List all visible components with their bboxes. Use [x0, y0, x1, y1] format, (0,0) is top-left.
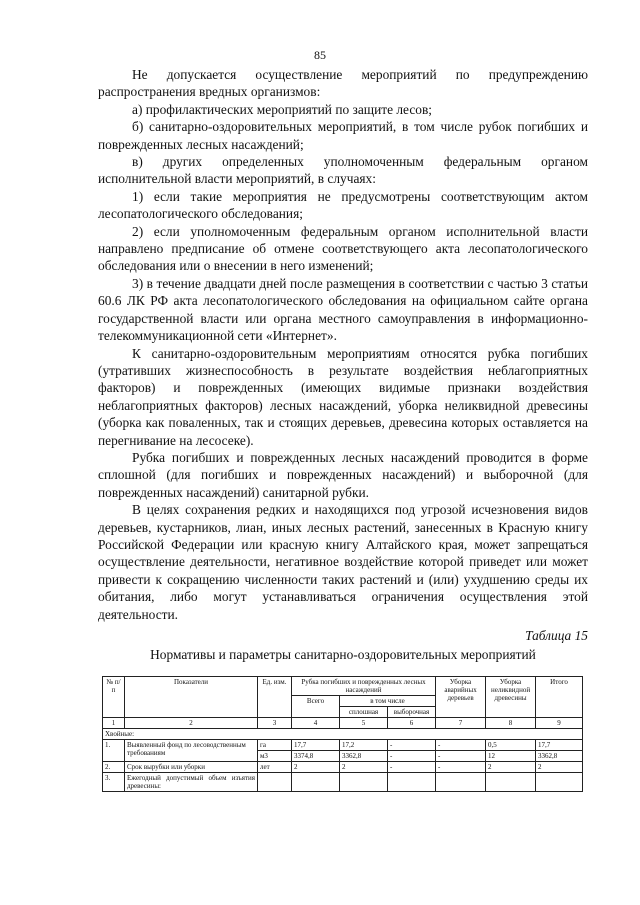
col-number: 5	[340, 718, 388, 729]
paragraph: Не допускается осуществление мероприятий по предупреждению распространения вредных организмов:	[98, 67, 588, 100]
header-illiquid: Уборка неликвидной древесины	[486, 677, 536, 718]
row-unit: лет	[258, 762, 292, 773]
col-number: 6	[388, 718, 436, 729]
paragraph: б) санитарно-оздоровительных мероприятий, в том числе рубок погибших и поврежденных лесных насаждений;	[98, 119, 588, 152]
header-num: № п/п	[103, 677, 125, 718]
cell-illiquid: 0,5	[486, 740, 536, 751]
cell-total: 2	[536, 762, 583, 773]
row-indicator: Ежегодный допустимый объем изъятия древесины:	[125, 773, 258, 792]
header-incl: в том числе	[340, 696, 436, 707]
paragraph: Рубка погибших и поврежденных лесных насаждений проводится в форме сплошной (для погибших и поврежденных насаждений) и выборочной (для поврежденных насаждений) санитарной рубки.	[98, 449, 588, 500]
table-row	[103, 773, 583, 792]
cell-all: 3374,8	[292, 751, 340, 762]
cell-illiquid: 2	[486, 762, 536, 773]
row-indicator: Срок вырубки или уборки	[125, 762, 258, 773]
cell-clear: 3362,8	[340, 751, 388, 762]
col-number: 4	[292, 718, 340, 729]
cell-total: 17,7	[536, 740, 583, 751]
paragraph: 2) если уполномоченным федеральным органом исполнительной власти направлено предписание об отмене соответствующего акта лесопатологического обследования или о внесении в него изменений;	[98, 223, 588, 274]
table-row	[103, 762, 583, 773]
col-number: 1	[103, 718, 125, 729]
col-number: 9	[536, 718, 583, 729]
row-num: 3.	[103, 773, 125, 792]
header-total: Итого	[536, 677, 583, 718]
paragraph: 3) в течение двадцати дней после размещения в соответствии с частью 3 статьи 60.6 ЛК РФ акта лесопатологического обследования на официальном сайте органа государственной власти или органа местного самоуправления в информационно-телекоммуникационной сети «Интернет».	[98, 275, 588, 344]
cell-emergency: -	[436, 762, 486, 773]
row-num: 2.	[103, 762, 125, 773]
col-number: 3	[258, 718, 292, 729]
paragraph: В целях сохранения редких и находящихся под угрозой исчезновения видов деревьев, кустарников, лиан, иных лесных растений, занесенных в Красную книгу Российской Федерации или красную книгу Алтайского края, может запрещаться осуществление деятельности, негативное воздействие которой приведет или может привести к сокращению численности таких растений и (или) ухудшению среды их обитания, либо могут устанавливаться ограничения осуществления этой деятельности.	[98, 502, 588, 622]
page-number: 85	[314, 48, 326, 62]
col-number: 2	[125, 718, 258, 729]
table-header-row	[103, 677, 583, 696]
table-caption: Таблица 15	[525, 628, 588, 643]
header-selective: выборочная	[388, 707, 436, 718]
cell-selective: -	[388, 740, 436, 751]
cell-total: 3362,8	[536, 751, 583, 762]
section-row	[103, 729, 583, 740]
cell-emergency: -	[436, 751, 486, 762]
cell-emergency: -	[436, 740, 486, 751]
row-num: 1.	[103, 740, 125, 762]
section-label: Хвойные:	[103, 729, 583, 740]
header-all: Всего	[292, 696, 340, 718]
paragraph: в) других определенных уполномоченным федеральным органом исполнительной власти мероприятий, в случаях:	[98, 154, 588, 187]
header-indicator: Показатели	[125, 677, 258, 718]
cell-clear: 2	[340, 762, 388, 773]
table-row	[103, 740, 583, 751]
cell-all: 17,7	[292, 740, 340, 751]
header-felling: Рубка погибших и поврежденных лесных насаждений	[292, 677, 436, 696]
cell-illiquid: 12	[486, 751, 536, 762]
col-number: 8	[486, 718, 536, 729]
paragraph: К санитарно-оздоровительным мероприятиям относятся рубка погибших (утративших жизнеспособность в результате воздействия неблагоприятных факторов) и поврежденных (имеющих видимые признаки воздействия неблагоприятных факторов) лесных насаждений, уборка неликвидной древесины (уборка как поваленных, так и стоящих деревьев, древесина которых оставляется на перегнивание на лесосеке).	[98, 345, 588, 448]
norms-table	[102, 676, 583, 792]
header-clear: сплошная	[340, 707, 388, 718]
row-indicator: Выявленный фонд по лесоводственным требованиям	[125, 740, 258, 762]
row-unit: га	[258, 740, 292, 751]
header-emergency: Уборка аварийных деревьев	[436, 677, 486, 718]
paragraph: а) профилактических мероприятий по защите лесов;	[132, 101, 433, 117]
body-text	[98, 66, 588, 623]
paragraph: 1) если такие мероприятия не предусмотрены соответствующим актом лесопатологического обследования;	[98, 188, 588, 222]
cell-selective: -	[388, 762, 436, 773]
cell-all: 2	[292, 762, 340, 773]
header-unit: Ед. изм.	[258, 677, 292, 718]
cell-selective: -	[388, 751, 436, 762]
row-unit: м3	[258, 751, 292, 762]
col-number: 7	[436, 718, 486, 729]
cell-clear: 17,2	[340, 740, 388, 751]
column-number-row	[103, 718, 583, 729]
table-title: Нормативы и параметры санитарно-оздоровительных мероприятий	[150, 647, 536, 662]
